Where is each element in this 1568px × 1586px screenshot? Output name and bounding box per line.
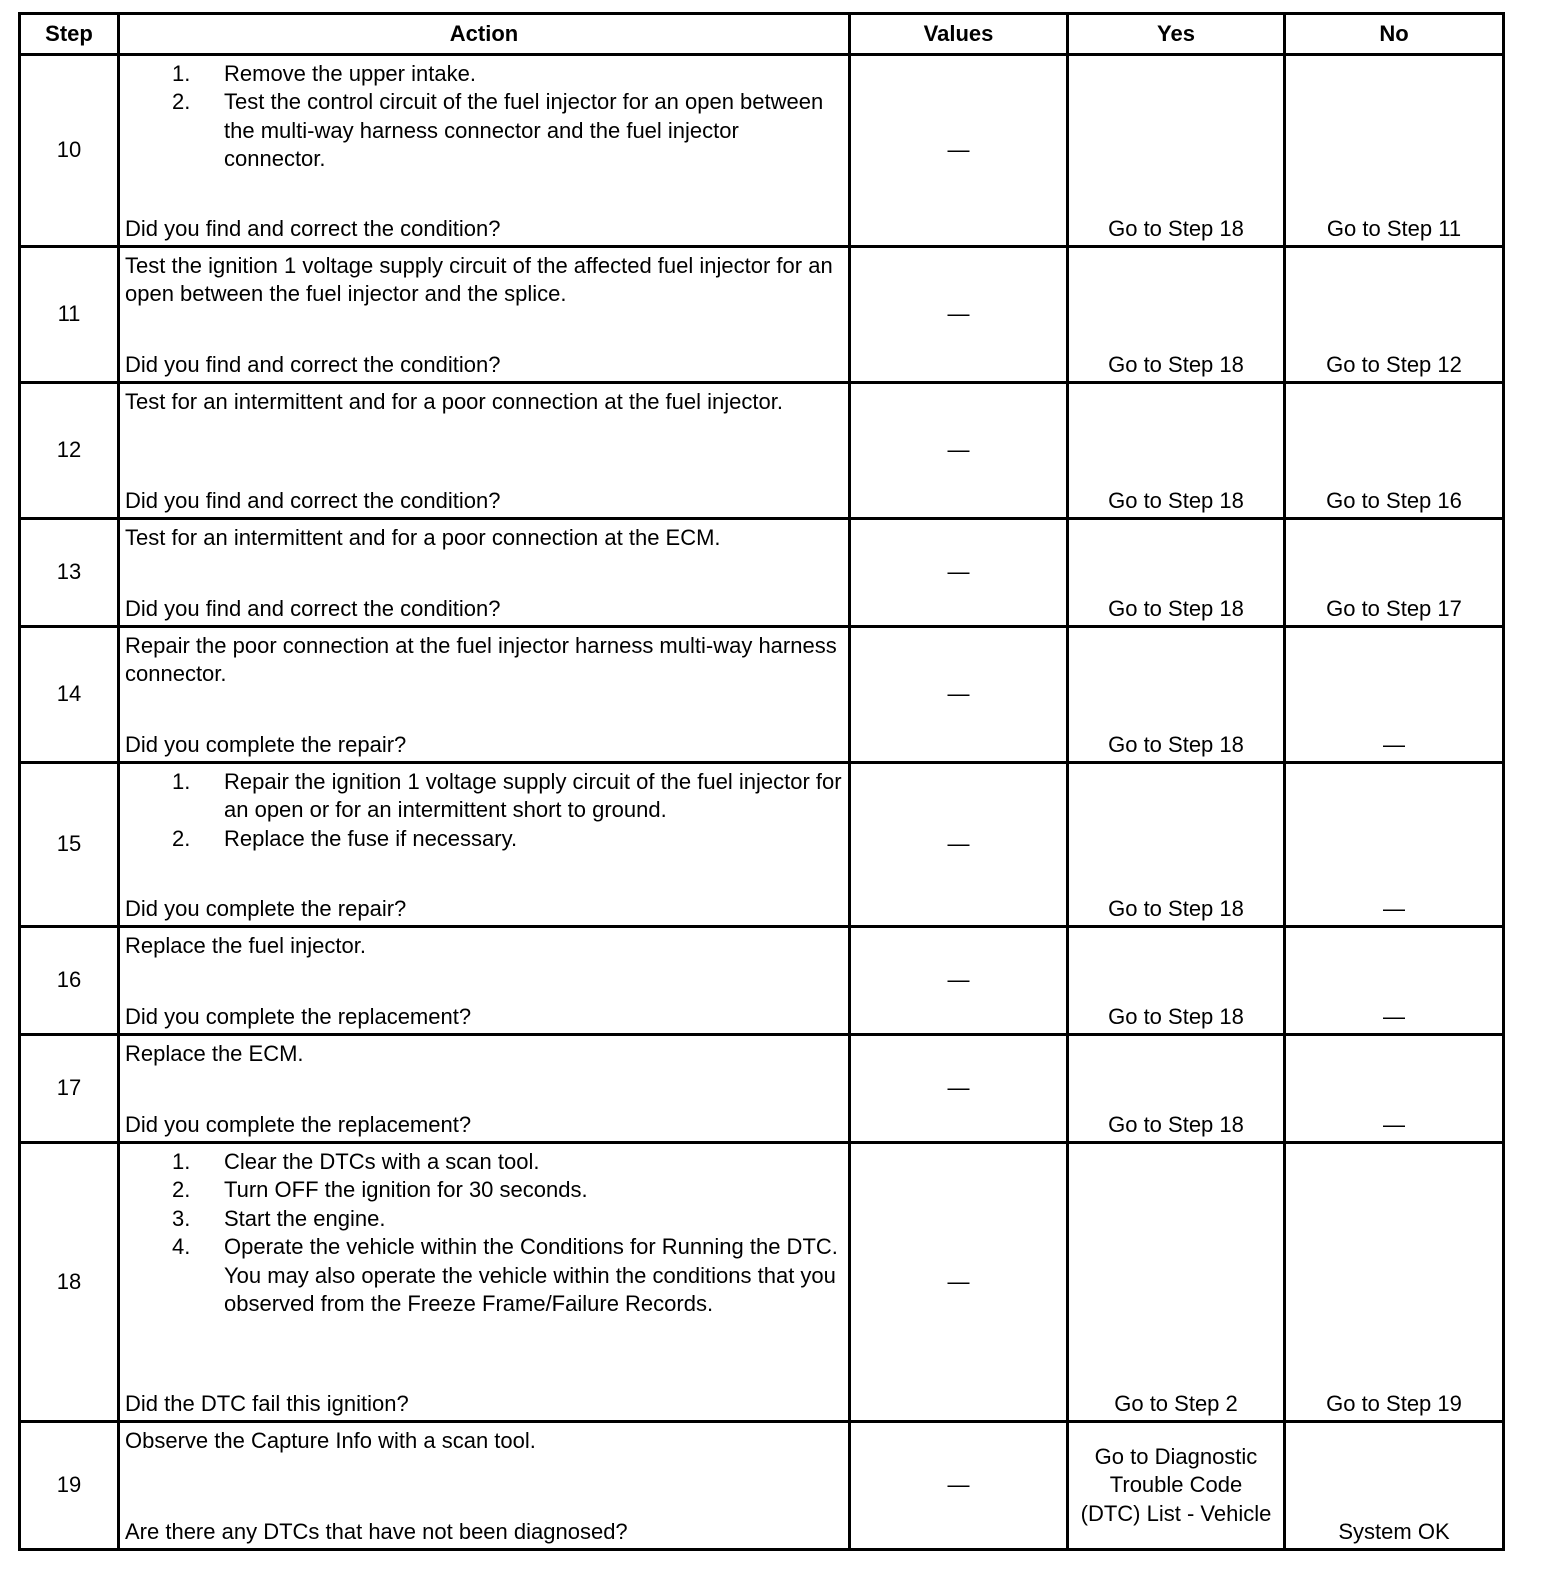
yes-cell: Go to Step 18 (1068, 927, 1285, 1035)
action-list-item: 2. Turn OFF the ignition for 30 seconds. (125, 1176, 844, 1204)
action-cell (119, 627, 850, 763)
action-text: Repair the poor connection at the fuel injector harness multi-way harness connector. (125, 633, 837, 687)
action-list-text: Operate the vehicle within the Conditions for Running the DTC. You may also operate the vehicle within the conditions that you observed from the Freeze Frame/Failure Records. (224, 1234, 838, 1317)
diagnostic-table (18, 12, 1505, 1551)
action-cell (119, 1422, 850, 1550)
action-list-item: 1. Remove the upper intake. (125, 60, 844, 88)
no-cell: — (1285, 627, 1504, 763)
values-cell: — (850, 383, 1068, 519)
action-question: Did you complete the replacement? (125, 1003, 472, 1029)
action-text: Test the ignition 1 voltage supply circuit of the affected fuel injector for an open between the fuel injector and the splice. (125, 253, 833, 307)
action-list-text: Turn OFF the ignition for 30 seconds. (224, 1177, 588, 1203)
header-step: Step (20, 14, 119, 55)
action-question: Did you find and correct the condition? (125, 487, 501, 513)
action-list-text: Test the control circuit of the fuel injector for an open between the multi-way harness connector and the fuel injector connector. (224, 89, 824, 172)
no-cell: Go to Step 12 (1285, 247, 1504, 383)
yes-cell: Go to Step 18 (1068, 383, 1285, 519)
action-text: Test for an intermittent and for a poor connection at the ECM. (125, 525, 721, 550)
no-cell: System OK (1285, 1422, 1504, 1550)
table-row (20, 55, 1504, 247)
action-cell (119, 383, 850, 519)
table-row (20, 763, 1504, 927)
table-row (20, 1143, 1504, 1422)
action-list (125, 1148, 844, 1318)
action-cell (119, 55, 850, 247)
action-question: Did you complete the repair? (125, 731, 407, 757)
table-row (20, 927, 1504, 1035)
step-number: 18 (20, 1143, 119, 1422)
action-list-text: Repair the ignition 1 voltage supply circuit of the fuel injector for an open or for an intermittent short to ground. (224, 769, 842, 823)
table-row (20, 383, 1504, 519)
no-cell: — (1285, 763, 1504, 927)
action-cell (119, 763, 850, 927)
yes-cell: Go to Step 18 (1068, 247, 1285, 383)
values-cell: — (850, 763, 1068, 927)
action-list (125, 60, 844, 174)
action-question: Did you find and correct the condition? (125, 215, 501, 241)
action-text: Replace the fuel injector. (125, 933, 366, 958)
action-list (125, 768, 844, 853)
values-cell: — (850, 927, 1068, 1035)
action-list-item: 2. Replace the fuse if necessary. (125, 825, 844, 853)
action-list-item: 4. Operate the vehicle within the Conditions for Running the DTC. You may also operate the vehicle within the conditions that you observed from the Freeze Frame/Failure Records. (125, 1233, 844, 1318)
values-cell: — (850, 247, 1068, 383)
action-question: Did you complete the repair? (125, 895, 407, 921)
action-list-text: Remove the upper intake. (224, 61, 476, 86)
yes-cell: Go to Step 18 (1068, 627, 1285, 763)
step-number: 16 (20, 927, 119, 1035)
no-cell: Go to Step 17 (1285, 519, 1504, 627)
step-number: 11 (20, 247, 119, 383)
action-list-text: Start the engine. (224, 1205, 386, 1231)
action-cell (119, 519, 850, 627)
action-text: Observe the Capture Info with a scan tool. (125, 1428, 536, 1453)
table-row (20, 1422, 1504, 1550)
action-question: Are there any DTCs that have not been diagnosed? (125, 1518, 628, 1544)
action-list-item: 3. Start the engine. (125, 1205, 844, 1233)
table-row (20, 247, 1504, 383)
values-cell: — (850, 55, 1068, 247)
values-cell: — (850, 1035, 1068, 1143)
action-cell (119, 1035, 850, 1143)
step-number: 19 (20, 1422, 119, 1550)
action-question: Did you find and correct the condition? (125, 595, 501, 621)
action-question: Did you complete the replacement? (125, 1111, 472, 1137)
no-cell: Go to Step 16 (1285, 383, 1504, 519)
step-number: 13 (20, 519, 119, 627)
values-cell: — (850, 627, 1068, 763)
yes-cell: Go to Step 18 (1068, 1035, 1285, 1143)
header-values: Values (850, 14, 1068, 55)
action-cell (119, 247, 850, 383)
step-number: 15 (20, 763, 119, 927)
yes-cell: Go to Step 18 (1068, 519, 1285, 627)
yes-cell: Go to Step 18 (1068, 763, 1285, 927)
no-cell: — (1285, 927, 1504, 1035)
table-row (20, 1035, 1504, 1143)
values-cell: — (850, 1143, 1068, 1422)
header-yes: Yes (1068, 14, 1285, 55)
action-question: Did the DTC fail this ignition? (125, 1390, 409, 1416)
action-text: Test for an intermittent and for a poor connection at the fuel injector. (125, 389, 783, 414)
values-cell: — (850, 519, 1068, 627)
action-list-item: 1. Repair the ignition 1 voltage supply circuit of the fuel injector for an open or for an intermittent short to ground. (125, 768, 844, 825)
yes-cell: Go to Step 18 (1068, 55, 1285, 247)
header-action: Action (119, 14, 850, 55)
header-row (20, 14, 1504, 55)
action-cell (119, 1143, 850, 1422)
action-list-item: 2. Test the control circuit of the fuel injector for an open between the multi-way harness connector and the fuel injector connector. (125, 88, 844, 173)
header-no: No (1285, 14, 1504, 55)
step-number: 17 (20, 1035, 119, 1143)
action-cell (119, 927, 850, 1035)
values-cell: — (850, 1422, 1068, 1550)
table-row (20, 627, 1504, 763)
action-text: Replace the ECM. (125, 1041, 304, 1066)
step-number: 10 (20, 55, 119, 247)
action-list-text: Replace the fuse if necessary. (224, 825, 518, 851)
action-list-item: 1. Clear the DTCs with a scan tool. (125, 1148, 844, 1176)
no-cell: Go to Step 11 (1285, 55, 1504, 247)
action-list-text: Clear the DTCs with a scan tool. (224, 1149, 540, 1174)
yes-cell: Go to Diagnostic Trouble Code (DTC) List - Vehicle (1068, 1422, 1285, 1550)
step-number: 14 (20, 627, 119, 763)
yes-cell: Go to Step 2 (1068, 1143, 1285, 1422)
no-cell: Go to Step 19 (1285, 1143, 1504, 1422)
step-number: 12 (20, 383, 119, 519)
action-question: Did you find and correct the condition? (125, 351, 501, 377)
table-row (20, 519, 1504, 627)
no-cell: — (1285, 1035, 1504, 1143)
